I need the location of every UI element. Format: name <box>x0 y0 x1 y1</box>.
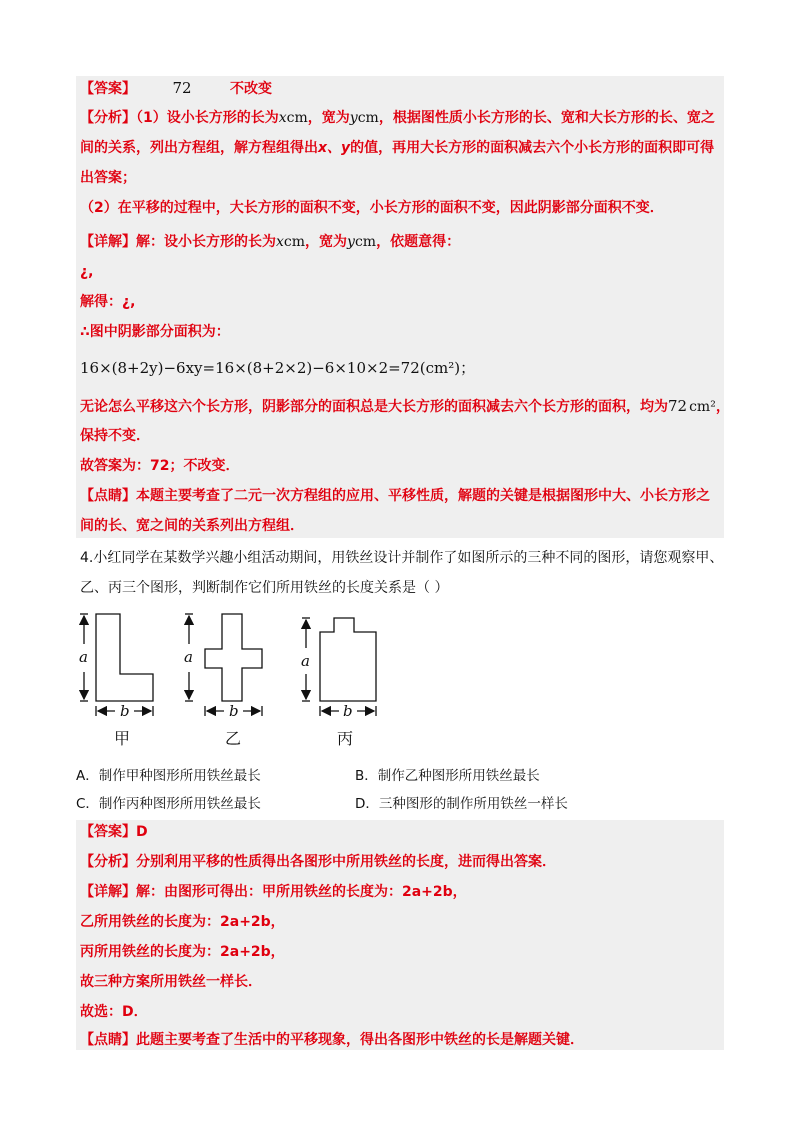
q4-answer-tag: 【答案】 <box>80 824 136 840</box>
q4-analysis-tag: 【分析】 <box>80 854 136 870</box>
conclusion-value: 72 <box>668 397 688 415</box>
figure-bing <box>302 618 376 716</box>
area-formula: 16×(8+2y)−6xy=16×(8+2×2)−6×10×2=72(cm²)； <box>80 359 476 377</box>
q4-comment-text: 此题主要考查了生活中的平移现象，得出各图形中铁丝的长是解题关键． <box>136 1032 584 1048</box>
label-b-2: b <box>229 702 239 720</box>
analysis-vars-xy: x、y <box>318 140 351 156</box>
label-a-2: a <box>184 648 193 666</box>
conclusion-unit: cm² <box>689 399 716 415</box>
q4-answer-value: D <box>136 824 148 840</box>
q4-detail-line-5: 故选：D． <box>80 1004 148 1020</box>
unit-cm: cm <box>357 110 379 126</box>
option-c[interactable]: C．制作丙种图形所用铁丝最长 <box>76 796 261 812</box>
final-answer-line: 故答案为：72；不改变． <box>80 458 240 474</box>
q4-analysis-line <box>80 852 556 872</box>
solve-label: 解得： <box>80 294 122 310</box>
unit-cm: cm <box>354 234 377 250</box>
q4-detail-text-1: 解：由图形可得出：甲所用铁丝的长度为：2a+2b， <box>136 884 467 900</box>
question-line-2: 乙、丙三个图形，判断制作它们所用铁丝的长度关系是（ ） <box>80 580 449 596</box>
answer-tag: 【答案】 <box>80 81 136 97</box>
label-b-1: b <box>120 702 130 720</box>
answer-line <box>80 78 272 99</box>
conclusion-line-1: 无论怎么平移这六个长方形，阴影部分的面积总是大长方形的面积减去六个长方形的面积，均为72 cm²， <box>80 397 730 415</box>
analysis-line-4: （2）在平移的过程中，大长方形的面积不变，小长方形的面积不变，因此阴影部分面积不变． <box>80 200 664 216</box>
analysis-line-3: 出答案； <box>80 170 136 186</box>
var-y: y <box>347 234 355 250</box>
detail-text-1c: ，依题意得： <box>376 234 461 250</box>
label-a-3: a <box>301 652 310 670</box>
figures <box>66 606 406 726</box>
q4-answer-line <box>80 822 148 842</box>
unit-cm: cm <box>286 110 308 126</box>
analysis-line-1 <box>80 108 715 128</box>
detail-line-1 <box>80 232 460 252</box>
q4-comment-tag: 【点睛】 <box>80 1032 136 1048</box>
q4-detail-tag: 【详解】 <box>80 884 136 900</box>
var-x: x <box>278 110 287 126</box>
caption-jia: 甲 <box>114 729 131 748</box>
q4-analysis-text: 分别利用平移的性质得出各图形中所用铁丝的长度，进而得出答案． <box>136 854 556 870</box>
detail-tag: 【详解】 <box>80 234 136 250</box>
option-d[interactable]: D．三种图形的制作所用铁丝一样长 <box>355 796 568 812</box>
conclusion-line-2: 保持不变． <box>80 428 150 444</box>
figure-jia <box>80 614 153 716</box>
unit-cm: cm <box>283 234 306 250</box>
var-x: x <box>276 234 284 250</box>
label-b-3: b <box>343 702 353 720</box>
comment-line-1 <box>80 486 710 506</box>
var-y: y <box>349 110 358 126</box>
option-b[interactable]: B．制作乙种图形所用铁丝最长 <box>355 768 540 784</box>
analysis-text-2b: 的值，再用大长方形的面积减去六个小长方形的面积即可得 <box>350 140 715 156</box>
q4-detail-line-4: 故三种方案所用铁丝一样长． <box>80 974 262 990</box>
analysis-text-2a: 间的关系，列出方程组，解方程组得出 <box>80 140 318 156</box>
analysis-text-1b: ，宽为 <box>307 110 350 126</box>
label-a-1: a <box>79 648 88 666</box>
analysis-line-2 <box>80 138 714 158</box>
q4-detail-line-1 <box>80 882 467 902</box>
caption-yi: 乙 <box>225 729 242 748</box>
analysis-text-1a: （1）设小长方形的长为 <box>136 110 279 126</box>
answer-value-2: 不改变 <box>230 81 272 97</box>
q4-detail-line-2: 乙所用铁丝的长度为：2a+2b， <box>80 914 285 930</box>
caption-bing: 丙 <box>337 729 354 748</box>
solve-line <box>80 292 135 312</box>
option-a[interactable]: A．制作甲种图形所用铁丝最长 <box>76 768 261 784</box>
therefore-line: ∴图中阴影部分面积为： <box>80 324 230 340</box>
q4-detail-line-3: 丙所用铁丝的长度为：2a+2b， <box>80 944 285 960</box>
comment-text-1: 本题主要考查了二元一次方程组的应用、平移性质，解题的关键是根据图形中大、小长方形之 <box>136 488 710 504</box>
comment-tag: 【点睛】 <box>80 488 136 504</box>
question-line-1: 4.小红同学在某数学兴趣小组活动期间，用铁丝设计并制作了如图所示的三种不同的图形，请您观察甲、 <box>80 550 724 566</box>
invalid-glyph-2: ¿, <box>122 294 136 310</box>
invalid-glyph-1: ¿, <box>80 264 94 280</box>
q4-comment-line <box>80 1030 584 1050</box>
figure-yi <box>185 614 262 716</box>
detail-text-1b: ，宽为 <box>305 234 348 250</box>
analysis-text-1c: ，根据图性质小长方形的长、宽和大长方形的长、宽之 <box>378 110 715 126</box>
analysis-tag: 【分析】 <box>80 110 136 126</box>
answer-value-1: 72 <box>172 79 192 97</box>
conclusion-text: 无论怎么平移这六个长方形，阴影部分的面积总是大长方形的面积减去六个长方形的面积，均为 <box>80 399 668 415</box>
comment-line-2: 间的长、宽之间的关系列出方程组． <box>80 518 304 534</box>
detail-text-1a: 解：设小长方形的长为 <box>136 234 276 250</box>
